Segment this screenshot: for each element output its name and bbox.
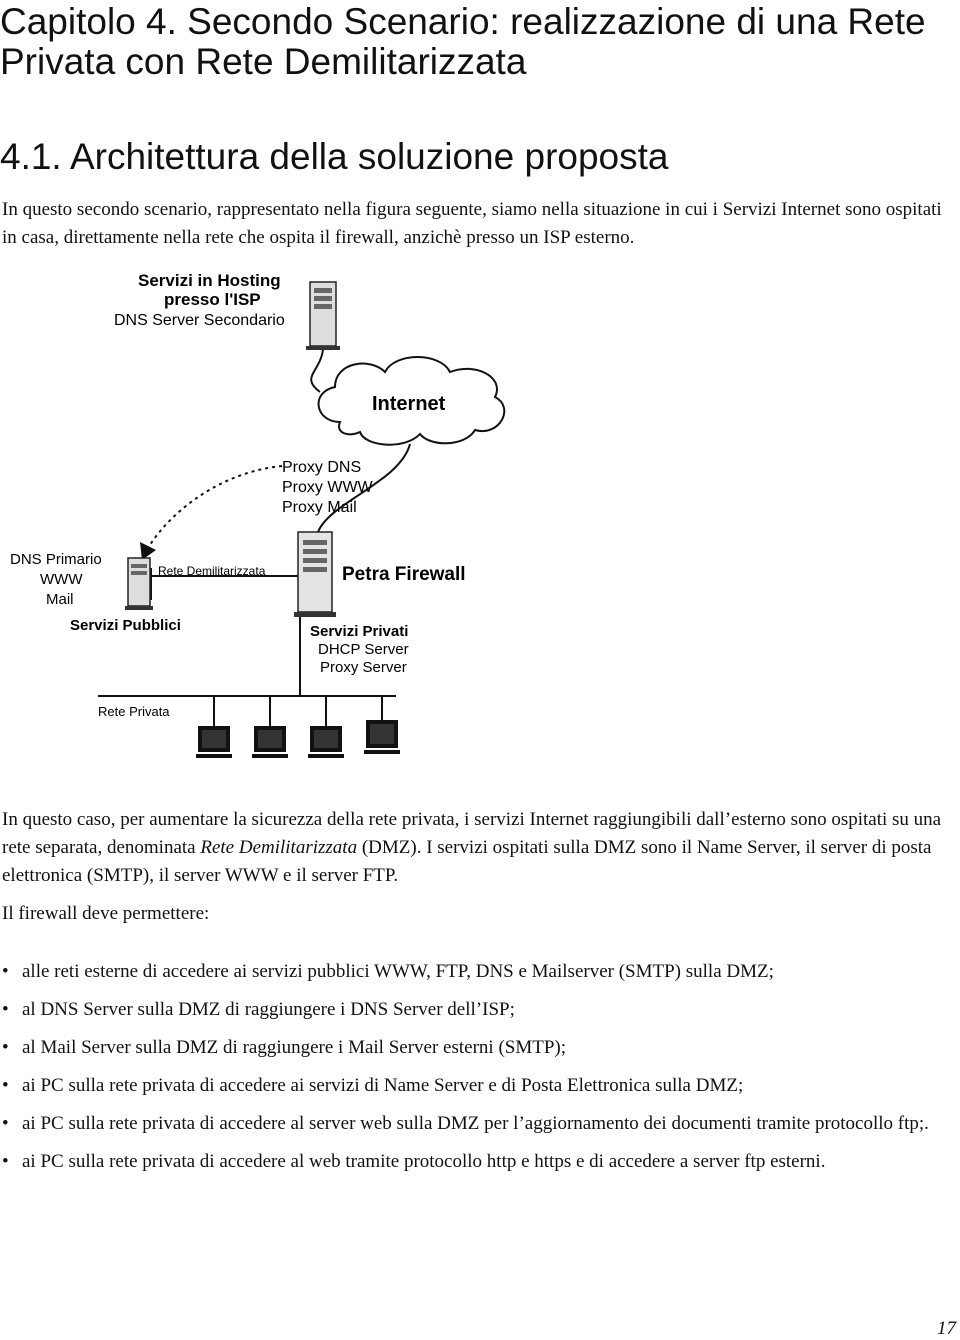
pc-icon: [252, 726, 288, 758]
internet-label: Internet: [372, 393, 446, 415]
pc-icon: [196, 726, 232, 758]
list-item-text: al Mail Server sulla DMZ di raggiungere i Mail Server esterni (SMTP);: [22, 1037, 567, 1058]
pc-icon: [364, 720, 400, 754]
pc-icon: [308, 726, 344, 758]
private-label-line2: Proxy Server: [320, 659, 407, 676]
dmz-label: Rete Demilitarizzata: [158, 564, 266, 578]
list-item: [0, 1148, 940, 1176]
section-title: 4.1. Architettura della soluzione proposta: [0, 136, 669, 177]
dmz-term: Rete Demilitarizzata: [200, 837, 358, 858]
list-item: [0, 1110, 940, 1138]
bullet: •: [2, 999, 9, 1020]
list-item-text: ai PC sulla rete privata di accedere al server web sulla DMZ per l’aggiornamento dei documenti tramite protocollo ftp;.: [22, 1113, 929, 1134]
list-item: [0, 1034, 940, 1062]
public-services-title: Servizi Pubblici: [70, 617, 181, 634]
bullet: •: [2, 1151, 9, 1172]
public-label-line3: Mail: [46, 591, 74, 608]
list-item: [0, 958, 940, 986]
bullet: •: [2, 1075, 9, 1096]
bullet: •: [2, 1113, 9, 1134]
proxy-label-line2: Proxy WWW: [282, 479, 373, 496]
network-diagram: [0, 262, 960, 772]
isp-server-icon: [306, 282, 340, 350]
private-net-label: Rete Privata: [98, 704, 170, 719]
list-item: [0, 996, 940, 1024]
list-item-text: alle reti esterne di accedere ai servizi pubblici WWW, FTP, DNS e Mailserver (SMTP) sulla DMZ;: [22, 961, 774, 982]
bullet: •: [2, 1037, 9, 1058]
isp-label-line1: Servizi in Hosting: [138, 271, 281, 290]
proxy-label-line3: Proxy Mail: [282, 499, 357, 516]
private-label-line1: DHCP Server: [318, 641, 409, 658]
isp-label-line2: presso l'ISP: [164, 290, 261, 309]
dmz-paragraph-part2: (DMZ). I servizi ospitati sulla DMZ sono il Name Server, il server di posta elettronica (SMTP), il server WWW e il server FTP.: [2, 837, 932, 886]
list-item-text: al DNS Server sulla DMZ di raggiungere i DNS Server dell’ISP;: [22, 999, 515, 1020]
firewall-label: Petra Firewall: [342, 564, 466, 585]
public-label-line2: WWW: [40, 571, 83, 588]
public-label-line1: DNS Primario: [10, 551, 102, 568]
bullet: •: [2, 961, 9, 982]
dmz-server-icon: [125, 558, 153, 610]
list-item-text: ai PC sulla rete privata di accedere ai servizi di Name Server e di Posta Elettronica sulla DMZ;: [22, 1075, 744, 1096]
isp-label-line3: DNS Server Secondario: [114, 312, 285, 329]
firewall-server-icon: [294, 532, 336, 617]
page-number: 17: [937, 1318, 956, 1339]
firewall-intro: Il firewall deve permettere:: [2, 903, 210, 924]
chapter-title: Capitolo 4. Secondo Scenario: realizzazione di una Rete Privata con Rete Demilitarizzata: [0, 1, 926, 82]
dmz-paragraph-part1: In questo caso, per aumentare la sicurezza della rete privata, i servizi Internet raggiungibili dall’esterno sono ospitati su una rete separata, denominata: [2, 809, 942, 858]
list-item: [0, 1072, 940, 1100]
list-item-text: ai PC sulla rete privata di accedere al web tramite protocollo http e https e di accedere a server ftp esterni.: [22, 1151, 826, 1172]
requirements-list: [0, 958, 940, 1186]
intro-paragraph: In questo secondo scenario, rappresentato nella figura seguente, siamo nella situazione in cui i Servizi Internet sono ospitati in casa, direttamente nella rete che ospita il firewall, anzichè presso un ISP esterno.: [2, 199, 942, 248]
private-services-title: Servizi Privati: [310, 623, 409, 640]
proxy-label-line1: Proxy DNS: [282, 459, 362, 476]
dmz-paragraph: [2, 806, 942, 890]
